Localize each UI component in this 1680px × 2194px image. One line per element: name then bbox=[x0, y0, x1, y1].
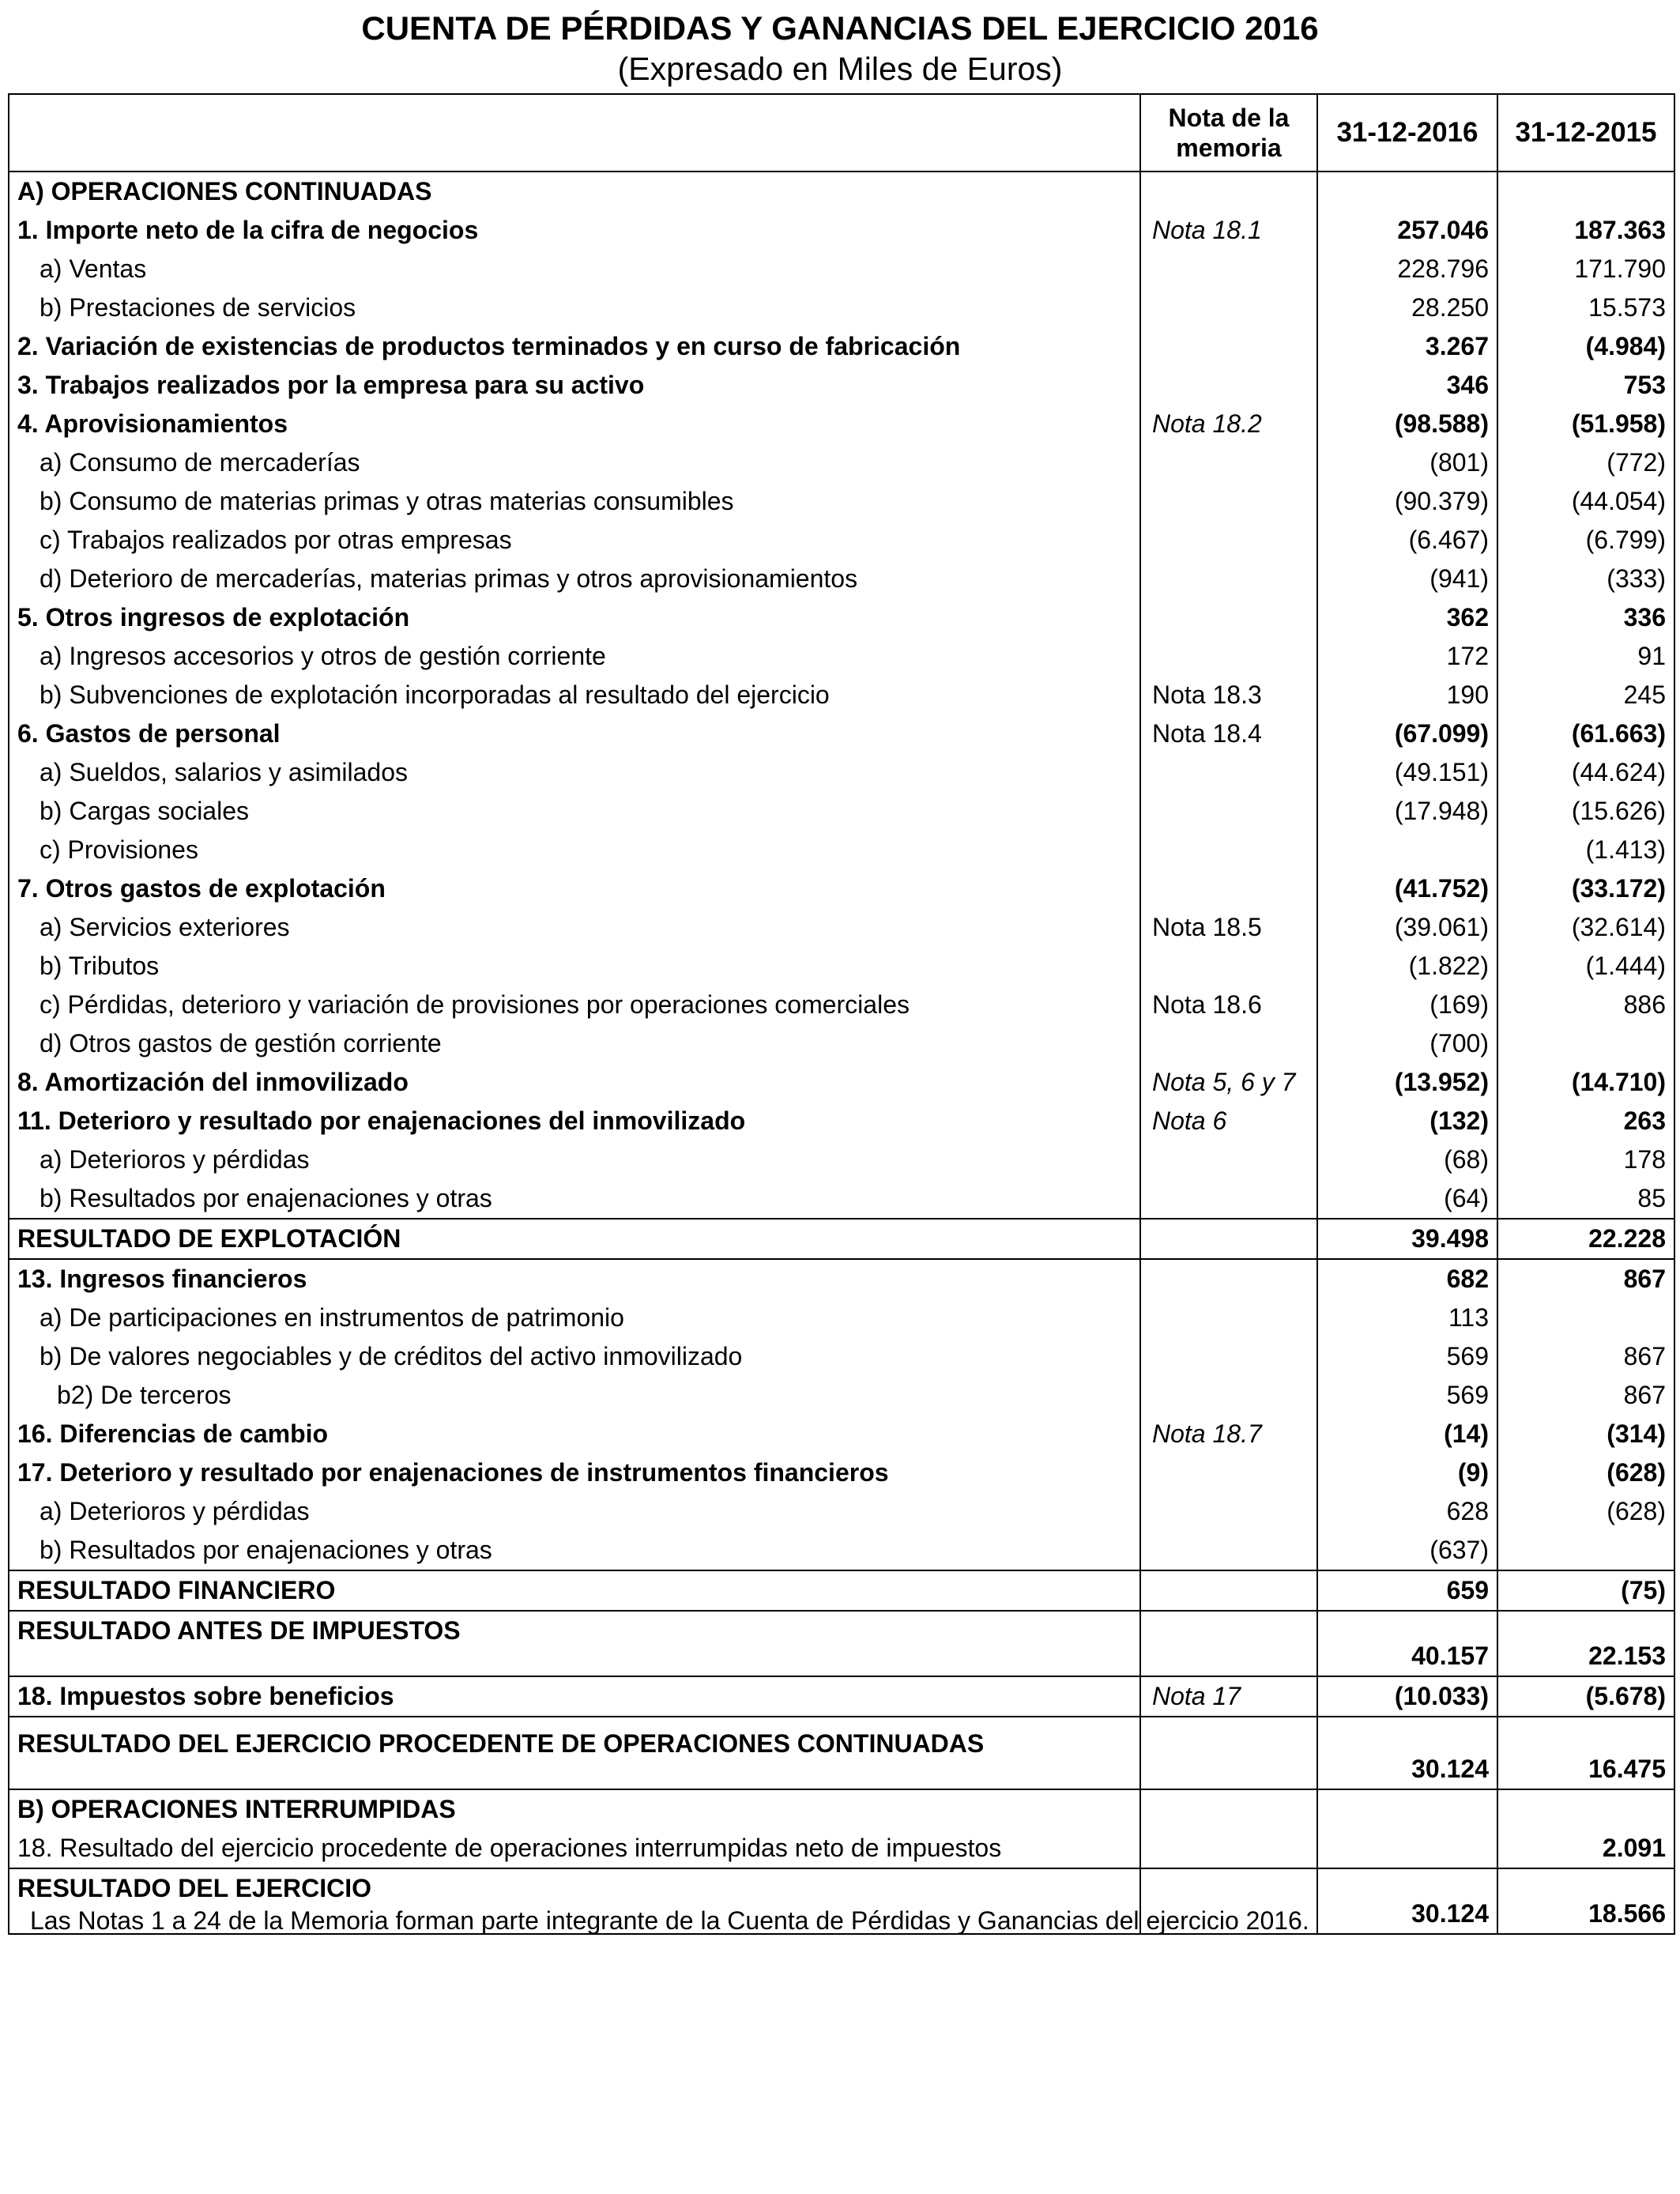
row-value-2016: 28.250 bbox=[1317, 288, 1497, 327]
row-value-2015: (51.958) bbox=[1497, 405, 1674, 443]
row-note bbox=[1140, 598, 1317, 637]
table-row-operating-result bbox=[9, 1219, 1674, 1259]
row-value-2016: 40.157 bbox=[1317, 1611, 1497, 1676]
table-row bbox=[9, 1259, 1674, 1299]
row-note: Nota 6 bbox=[1140, 1102, 1317, 1140]
header-2015-cell: 31-12-2015 bbox=[1497, 94, 1674, 172]
row-label: c) Pérdidas, deterioro y variación de provisiones por operaciones comerciales bbox=[9, 986, 1140, 1024]
row-value-2015: (314) bbox=[1497, 1415, 1674, 1453]
row-label: c) Provisiones bbox=[9, 831, 1140, 869]
row-label: a) Sueldos, salarios y asimilados bbox=[9, 753, 1140, 792]
row-note bbox=[1140, 560, 1317, 598]
row-value-2016: (801) bbox=[1317, 443, 1497, 482]
table-row bbox=[9, 598, 1674, 637]
table-row bbox=[9, 1789, 1674, 1829]
row-value-2015: 85 bbox=[1497, 1179, 1674, 1219]
row-value-2015: 245 bbox=[1497, 676, 1674, 714]
row-note bbox=[1140, 327, 1317, 366]
row-value-2016: 228.796 bbox=[1317, 250, 1497, 288]
row-value-2016: 362 bbox=[1317, 598, 1497, 637]
row-note bbox=[1140, 1140, 1317, 1179]
row-value-2015: 178 bbox=[1497, 1140, 1674, 1179]
table-row bbox=[9, 327, 1674, 366]
row-label: a) Consumo de mercaderías bbox=[9, 443, 1140, 482]
row-note: Nota 18.5 bbox=[1140, 908, 1317, 947]
row-label: 18. Impuestos sobre beneficios bbox=[9, 1676, 1140, 1717]
table-row bbox=[9, 405, 1674, 443]
row-label: 8. Amortización del inmovilizado bbox=[9, 1063, 1140, 1102]
row-note bbox=[1140, 792, 1317, 831]
row-label: b2) De terceros bbox=[9, 1376, 1140, 1415]
row-label: 16. Diferencias de cambio bbox=[9, 1415, 1140, 1453]
table-row bbox=[9, 482, 1674, 521]
row-label: a) Ventas bbox=[9, 250, 1140, 288]
row-label: RESULTADO DEL EJERCICIO bbox=[9, 1868, 1140, 1934]
row-note: Nota 5, 6 y 7 bbox=[1140, 1063, 1317, 1102]
table-row bbox=[9, 1063, 1674, 1102]
row-note bbox=[1140, 1219, 1317, 1259]
row-value-2015: (1.413) bbox=[1497, 831, 1674, 869]
row-note: Nota 17 bbox=[1140, 1676, 1317, 1717]
row-value-2015 bbox=[1497, 1531, 1674, 1570]
row-note bbox=[1140, 1531, 1317, 1570]
row-note bbox=[1140, 1259, 1317, 1299]
row-value-2015: (5.678) bbox=[1497, 1676, 1674, 1717]
table-row bbox=[9, 1376, 1674, 1415]
table-row bbox=[9, 1829, 1674, 1868]
row-label: 4. Aprovisionamientos bbox=[9, 405, 1140, 443]
row-value-2016: 569 bbox=[1317, 1376, 1497, 1415]
row-value-2016: (6.467) bbox=[1317, 521, 1497, 560]
row-value-2015: 2.091 bbox=[1497, 1829, 1674, 1868]
header-note-line2: memoria bbox=[1176, 134, 1282, 162]
table-row bbox=[9, 1531, 1674, 1570]
row-label: a) Deterioros y pérdidas bbox=[9, 1140, 1140, 1179]
row-label: b) Resultados por enajenaciones y otras bbox=[9, 1531, 1140, 1570]
row-value-2015: 91 bbox=[1497, 637, 1674, 676]
row-label: RESULTADO FINANCIERO bbox=[9, 1570, 1140, 1611]
table-row bbox=[9, 908, 1674, 947]
row-note bbox=[1140, 753, 1317, 792]
row-value-2015: (61.663) bbox=[1497, 714, 1674, 753]
row-value-2016: 659 bbox=[1317, 1570, 1497, 1611]
table-row bbox=[9, 637, 1674, 676]
row-label: B) OPERACIONES INTERRUMPIDAS bbox=[9, 1789, 1140, 1829]
header-2016-cell: 31-12-2016 bbox=[1317, 94, 1497, 172]
row-note: Nota 18.3 bbox=[1140, 676, 1317, 714]
row-note bbox=[1140, 637, 1317, 676]
table-row bbox=[9, 1676, 1674, 1717]
row-value-2016: 113 bbox=[1317, 1299, 1497, 1337]
row-label: 6. Gastos de personal bbox=[9, 714, 1140, 753]
row-value-2016: (941) bbox=[1317, 560, 1497, 598]
row-label: 11. Deterioro y resultado por enajenaciones del inmovilizado bbox=[9, 1102, 1140, 1140]
row-note bbox=[1140, 1453, 1317, 1492]
row-note bbox=[1140, 172, 1317, 211]
row-value-2015 bbox=[1497, 1789, 1674, 1829]
row-note bbox=[1140, 250, 1317, 288]
row-label: d) Deterioro de mercaderías, materias primas y otros aprovisionamientos bbox=[9, 560, 1140, 598]
row-label: b) De valores negociables y de créditos del activo inmovilizado bbox=[9, 1337, 1140, 1376]
row-note bbox=[1140, 1492, 1317, 1531]
table-row bbox=[9, 1102, 1674, 1140]
row-value-2015: (6.799) bbox=[1497, 521, 1674, 560]
table-row bbox=[9, 986, 1674, 1024]
row-value-2015: 187.363 bbox=[1497, 211, 1674, 250]
row-value-2015: (32.614) bbox=[1497, 908, 1674, 947]
row-value-2016: 346 bbox=[1317, 366, 1497, 405]
row-value-2016: (10.033) bbox=[1317, 1676, 1497, 1717]
row-label: c) Trabajos realizados por otras empresas bbox=[9, 521, 1140, 560]
row-value-2015: (772) bbox=[1497, 443, 1674, 482]
row-value-2016: (132) bbox=[1317, 1102, 1497, 1140]
row-value-2016: (637) bbox=[1317, 1531, 1497, 1570]
row-value-2015: 867 bbox=[1497, 1259, 1674, 1299]
row-value-2015: 22.228 bbox=[1497, 1219, 1674, 1259]
row-value-2015: 22.153 bbox=[1497, 1611, 1674, 1676]
row-value-2016: (169) bbox=[1317, 986, 1497, 1024]
row-note bbox=[1140, 947, 1317, 986]
row-label: a) Ingresos accesorios y otros de gestión corriente bbox=[9, 637, 1140, 676]
row-label: b) Cargas sociales bbox=[9, 792, 1140, 831]
row-value-2016: (39.061) bbox=[1317, 908, 1497, 947]
row-value-2016: (14) bbox=[1317, 1415, 1497, 1453]
table-row bbox=[9, 714, 1674, 753]
row-value-2015: 867 bbox=[1497, 1376, 1674, 1415]
row-label: b) Prestaciones de servicios bbox=[9, 288, 1140, 327]
row-value-2015: (628) bbox=[1497, 1492, 1674, 1531]
row-value-2015 bbox=[1497, 172, 1674, 211]
row-value-2015: 753 bbox=[1497, 366, 1674, 405]
header-concept-cell bbox=[9, 94, 1140, 172]
table-row bbox=[9, 1179, 1674, 1219]
document-subtitle: (Expresado en Miles de Euros) bbox=[617, 51, 1063, 87]
row-value-2015: (44.054) bbox=[1497, 482, 1674, 521]
table-row-financial-result bbox=[9, 1570, 1674, 1611]
row-value-2016 bbox=[1317, 1829, 1497, 1868]
row-value-2016 bbox=[1317, 831, 1497, 869]
row-label: 13. Ingresos financieros bbox=[9, 1259, 1140, 1299]
row-note bbox=[1140, 443, 1317, 482]
row-label: a) Deterioros y pérdidas bbox=[9, 1492, 1140, 1531]
row-label: 2. Variación de existencias de productos terminados y en curso de fabricación bbox=[9, 327, 1140, 366]
row-label: 17. Deterioro y resultado por enajenaciones de instrumentos financieros bbox=[9, 1453, 1140, 1492]
row-value-2016: (17.948) bbox=[1317, 792, 1497, 831]
row-label: b) Resultados por enajenaciones y otras bbox=[9, 1179, 1140, 1219]
row-label: 7. Otros gastos de explotación bbox=[9, 869, 1140, 908]
row-note bbox=[1140, 1789, 1317, 1829]
table-row bbox=[9, 1415, 1674, 1453]
row-label: b) Consumo de materias primas y otras materias consumibles bbox=[9, 482, 1140, 521]
row-label: d) Otros gastos de gestión corriente bbox=[9, 1024, 1140, 1063]
row-value-2015 bbox=[1497, 1024, 1674, 1063]
row-value-2015: 171.790 bbox=[1497, 250, 1674, 288]
row-value-2016: (1.822) bbox=[1317, 947, 1497, 986]
row-label: RESULTADO ANTES DE IMPUESTOS bbox=[9, 1611, 1140, 1676]
row-value-2015: (628) bbox=[1497, 1453, 1674, 1492]
row-note bbox=[1140, 288, 1317, 327]
row-value-2016: (41.752) bbox=[1317, 869, 1497, 908]
document-title: CUENTA DE PÉRDIDAS Y GANANCIAS DEL EJERCICIO 2016 bbox=[361, 9, 1319, 47]
row-value-2016: (67.099) bbox=[1317, 714, 1497, 753]
row-note: Nota 18.2 bbox=[1140, 405, 1317, 443]
row-label: 18. Resultado del ejercicio procedente de operaciones interrumpidas neto de impuestos bbox=[9, 1829, 1140, 1868]
row-label: b) Subvenciones de explotación incorporadas al resultado del ejercicio bbox=[9, 676, 1140, 714]
row-value-2016: 39.498 bbox=[1317, 1219, 1497, 1259]
row-value-2016: (9) bbox=[1317, 1453, 1497, 1492]
row-note: Nota 18.4 bbox=[1140, 714, 1317, 753]
row-value-2016: 30.124 bbox=[1317, 1717, 1497, 1789]
row-value-2016: (90.379) bbox=[1317, 482, 1497, 521]
row-value-2016 bbox=[1317, 172, 1497, 211]
table-row bbox=[9, 676, 1674, 714]
table-row bbox=[9, 443, 1674, 482]
row-value-2015: (1.444) bbox=[1497, 947, 1674, 986]
profit-loss-table bbox=[8, 93, 1675, 1935]
row-note bbox=[1140, 366, 1317, 405]
row-value-2016: 569 bbox=[1317, 1337, 1497, 1376]
table-row bbox=[9, 211, 1674, 250]
row-value-2016: (49.151) bbox=[1317, 753, 1497, 792]
row-value-2016: (64) bbox=[1317, 1179, 1497, 1219]
row-label: 3. Trabajos realizados por la empresa para su activo bbox=[9, 366, 1140, 405]
table-row bbox=[9, 366, 1674, 405]
row-value-2016: 190 bbox=[1317, 676, 1497, 714]
header-note-line1: Nota de la bbox=[1168, 104, 1290, 132]
table-row bbox=[9, 753, 1674, 792]
row-note: Nota 18.1 bbox=[1140, 211, 1317, 250]
row-value-2015 bbox=[1497, 1299, 1674, 1337]
row-value-2015: (33.172) bbox=[1497, 869, 1674, 908]
row-value-2015: (14.710) bbox=[1497, 1063, 1674, 1102]
row-label: A) OPERACIONES CONTINUADAS bbox=[9, 172, 1140, 211]
row-value-2015: (44.624) bbox=[1497, 753, 1674, 792]
row-value-2015: (4.984) bbox=[1497, 327, 1674, 366]
row-note bbox=[1140, 1717, 1317, 1789]
row-note bbox=[1140, 1829, 1317, 1868]
row-value-2016: (68) bbox=[1317, 1140, 1497, 1179]
row-label: RESULTADO DEL EJERCICIO PROCEDENTE DE OPERACIONES CONTINUADAS bbox=[9, 1717, 1140, 1789]
table-row bbox=[9, 792, 1674, 831]
row-value-2015: (333) bbox=[1497, 560, 1674, 598]
row-label: RESULTADO DE EXPLOTACIÓN bbox=[9, 1219, 1140, 1259]
row-value-2015: (15.626) bbox=[1497, 792, 1674, 831]
row-value-2016: 172 bbox=[1317, 637, 1497, 676]
row-note bbox=[1140, 1179, 1317, 1219]
row-note bbox=[1140, 1024, 1317, 1063]
table-row bbox=[9, 1337, 1674, 1376]
row-value-2015: 886 bbox=[1497, 986, 1674, 1024]
table-row bbox=[9, 1492, 1674, 1531]
table-header-row bbox=[9, 94, 1674, 172]
table-row bbox=[9, 288, 1674, 327]
row-value-2016 bbox=[1317, 1789, 1497, 1829]
row-note bbox=[1140, 1570, 1317, 1611]
row-note: Nota 18.6 bbox=[1140, 986, 1317, 1024]
row-value-2016: 628 bbox=[1317, 1492, 1497, 1531]
row-label: a) De participaciones en instrumentos de patrimonio bbox=[9, 1299, 1140, 1337]
row-note bbox=[1140, 1337, 1317, 1376]
table-row bbox=[9, 947, 1674, 986]
row-value-2015: 336 bbox=[1497, 598, 1674, 637]
table-row bbox=[9, 1299, 1674, 1337]
row-note: Nota 18.7 bbox=[1140, 1415, 1317, 1453]
row-label: b) Tributos bbox=[9, 947, 1140, 986]
table-row bbox=[9, 521, 1674, 560]
row-value-2015: 18.566 bbox=[1497, 1868, 1674, 1934]
row-note bbox=[1140, 482, 1317, 521]
row-value-2015: 263 bbox=[1497, 1102, 1674, 1140]
row-note bbox=[1140, 1299, 1317, 1337]
table-row bbox=[9, 1024, 1674, 1063]
table-row bbox=[9, 831, 1674, 869]
row-note bbox=[1140, 1376, 1317, 1415]
table-row bbox=[9, 250, 1674, 288]
table-row-continuing-result bbox=[9, 1717, 1674, 1789]
row-value-2015: (75) bbox=[1497, 1570, 1674, 1611]
row-value-2016: (700) bbox=[1317, 1024, 1497, 1063]
row-label: 1. Importe neto de la cifra de negocios bbox=[9, 211, 1140, 250]
table-row bbox=[9, 1453, 1674, 1492]
header-note-cell bbox=[1140, 94, 1317, 172]
row-note bbox=[1140, 1611, 1317, 1676]
table-row bbox=[9, 172, 1674, 211]
row-value-2016: (98.588) bbox=[1317, 405, 1497, 443]
table-row-pretax-result bbox=[9, 1611, 1674, 1676]
row-value-2016: (13.952) bbox=[1317, 1063, 1497, 1102]
row-value-2016: 682 bbox=[1317, 1259, 1497, 1299]
row-value-2016: 3.267 bbox=[1317, 327, 1497, 366]
row-label: a) Servicios exteriores bbox=[9, 908, 1140, 947]
row-note bbox=[1140, 869, 1317, 908]
footnote: Las Notas 1 a 24 de la Memoria forman parte integrante de la Cuenta de Pérdidas y Ganancias del ejercicio 2016. bbox=[30, 1906, 1309, 1935]
row-value-2016: 30.124 bbox=[1317, 1868, 1497, 1934]
row-note bbox=[1140, 521, 1317, 560]
table-row bbox=[9, 869, 1674, 908]
table-row bbox=[9, 560, 1674, 598]
row-value-2016: 257.046 bbox=[1317, 211, 1497, 250]
row-label: 5. Otros ingresos de explotación bbox=[9, 598, 1140, 637]
row-value-2015: 15.573 bbox=[1497, 288, 1674, 327]
table-row bbox=[9, 1140, 1674, 1179]
row-value-2015: 16.475 bbox=[1497, 1717, 1674, 1789]
row-note bbox=[1140, 831, 1317, 869]
row-value-2015: 867 bbox=[1497, 1337, 1674, 1376]
